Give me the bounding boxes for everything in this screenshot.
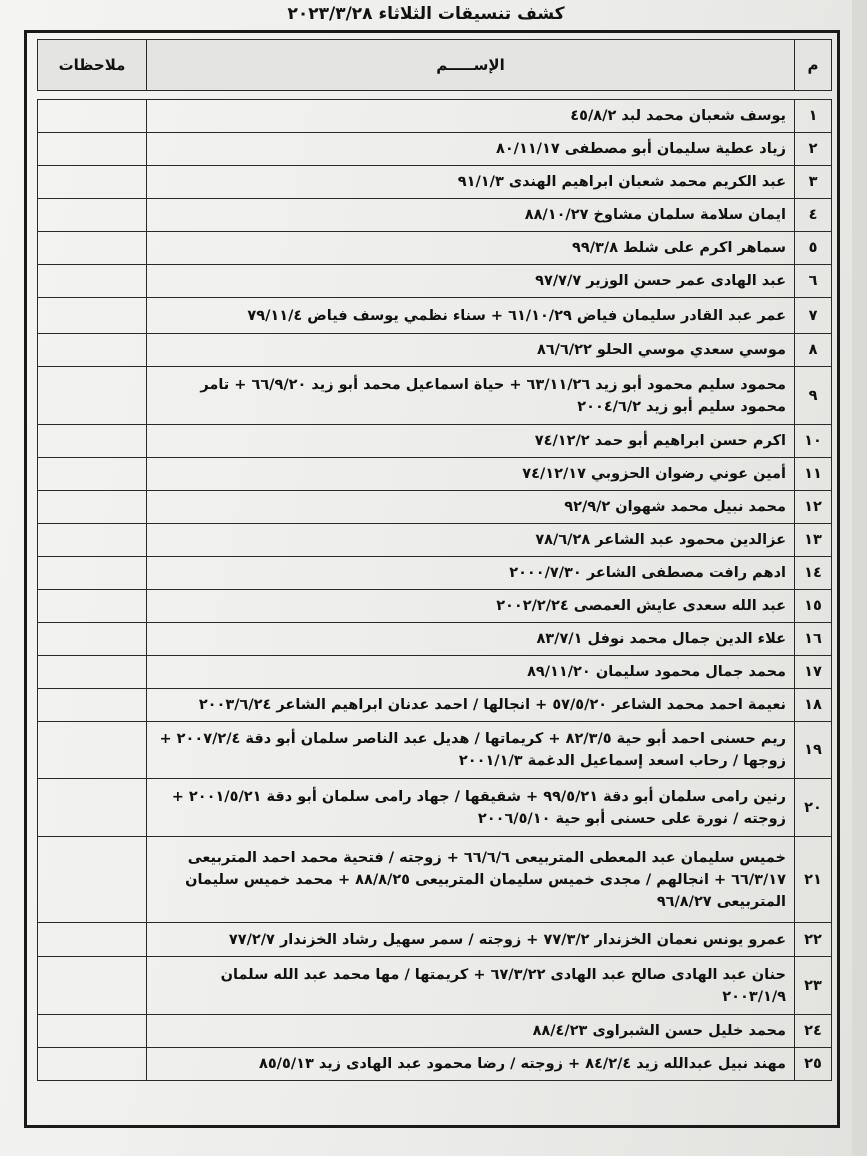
row-name: عبد الكريم محمد شعبان ابراهيم الهندى ٩١/١/٣	[147, 166, 795, 199]
row-notes	[38, 837, 147, 923]
table-row	[38, 689, 832, 722]
row-name: محمد خليل حسن الشبراوى ٨٨/٤/٢٣	[147, 1015, 795, 1048]
header-number: م	[795, 40, 832, 91]
row-notes	[38, 458, 147, 491]
row-number: ٢١	[795, 837, 832, 923]
table-row	[38, 334, 832, 367]
row-notes	[38, 133, 147, 166]
row-number: ١٣	[795, 524, 832, 557]
row-notes	[38, 722, 147, 779]
row-number: ٢٠	[795, 779, 832, 837]
row-name: حنان عبد الهادى صالح عبد الهادى ٦٧/٣/٢٢ + كريمتها / مها محمد عبد الله سلمان ٢٠٠٣/١/٩	[147, 957, 795, 1015]
row-name: عبد الله سعدى عايش العمصى ٢٠٠٢/٢/٢٤	[147, 590, 795, 623]
row-number: ١٤	[795, 557, 832, 590]
document-title: كشف تنسيقات الثلاثاء ٢٠٢٣/٣/٢٨	[287, 4, 565, 24]
row-notes	[38, 265, 147, 298]
table-row	[38, 166, 832, 199]
row-notes	[38, 232, 147, 265]
table-row	[38, 590, 832, 623]
table-row	[38, 722, 832, 779]
row-notes	[38, 367, 147, 425]
row-notes	[38, 779, 147, 837]
table-row	[38, 265, 832, 298]
row-name: عمرو يونس نعمان الخزندار ٧٧/٣/٢ + زوجته / سمر سهيل رشاد الخزندار ٧٧/٢/٧	[147, 923, 795, 957]
row-notes	[38, 100, 147, 133]
table-row	[38, 367, 832, 425]
row-notes	[38, 656, 147, 689]
header-name: الإســـــم	[147, 40, 795, 91]
row-name: زياد عطية سليمان أبو مصطفى ٨٠/١١/١٧	[147, 133, 795, 166]
table-row	[38, 957, 832, 1015]
row-notes	[38, 298, 147, 334]
row-notes	[38, 524, 147, 557]
row-name: نعيمة احمد محمد الشاعر ٥٧/٥/٢٠ + انجالها / احمد عدنان ابراهيم الشاعر ٢٠٠٣/٦/٢٤	[147, 689, 795, 722]
row-number: ١٩	[795, 722, 832, 779]
table-row	[38, 199, 832, 232]
row-notes	[38, 623, 147, 656]
row-number: ١٥	[795, 590, 832, 623]
row-name: يوسف شعبان محمد لبد ٤٥/٨/٢	[147, 100, 795, 133]
table-row	[38, 100, 832, 133]
row-number: ٥	[795, 232, 832, 265]
row-notes	[38, 590, 147, 623]
row-name: ادهم رافت مصطفى الشاعر ٢٠٠٠/٧/٣٠	[147, 557, 795, 590]
table-row	[38, 557, 832, 590]
row-number: ٢٥	[795, 1048, 832, 1081]
row-name: محمد جمال محمود سليمان ٨٩/١١/٢٠	[147, 656, 795, 689]
row-number: ١٦	[795, 623, 832, 656]
row-number: ٢٣	[795, 957, 832, 1015]
row-notes	[38, 689, 147, 722]
table-row	[38, 425, 832, 458]
row-name: أمين عوني رضوان الحزوبي ٧٤/١٢/١٧	[147, 458, 795, 491]
row-number: ٢	[795, 133, 832, 166]
row-name: عمر عبد القادر سليمان فياض ٦١/١٠/٢٩ + سناء نظمي يوسف فياض ٧٩/١١/٤	[147, 298, 795, 334]
row-notes	[38, 199, 147, 232]
row-name: محمود سليم محمود أبو زيد ٦٣/١١/٢٦ + حياة اسماعيل محمد أبو زيد ٦٦/٩/٢٠ + تامر محمود سليم أبو زيد ٢٠٠٤/٦/٢	[147, 367, 795, 425]
table-row	[38, 133, 832, 166]
row-number: ٦	[795, 265, 832, 298]
table-row	[38, 1015, 832, 1048]
row-number: ٢٢	[795, 923, 832, 957]
table-row	[38, 491, 832, 524]
table-row	[38, 837, 832, 923]
row-notes	[38, 1015, 147, 1048]
row-number: ١٧	[795, 656, 832, 689]
table-frame	[24, 30, 840, 1128]
row-notes	[38, 1048, 147, 1081]
table-body	[38, 100, 832, 1081]
row-notes	[38, 425, 147, 458]
names-table	[37, 39, 832, 1081]
row-name: عبد الهادى عمر حسن الوزير ٩٧/٧/٧	[147, 265, 795, 298]
row-name: عزالدين محمود عبد الشاعر ٧٨/٦/٢٨	[147, 524, 795, 557]
row-number: ١	[795, 100, 832, 133]
row-name: سماهر اكرم على شلط ٩٩/٣/٨	[147, 232, 795, 265]
row-number: ٤	[795, 199, 832, 232]
row-notes	[38, 923, 147, 957]
row-notes	[38, 334, 147, 367]
row-number: ١٠	[795, 425, 832, 458]
row-name: مهند نبيل عبدالله زيد ٨٤/٢/٤ + زوجته / رضا محمود عبد الهادى زيد ٨٥/٥/١٣	[147, 1048, 795, 1081]
table-row	[38, 656, 832, 689]
spacer-cell	[38, 91, 832, 100]
table-row	[38, 623, 832, 656]
row-name: علاء الدين جمال محمد نوفل ٨٣/٧/١	[147, 623, 795, 656]
row-notes	[38, 166, 147, 199]
table-row	[38, 298, 832, 334]
header-spacer	[38, 91, 832, 100]
row-name: اكرم حسن ابراهيم أبو حمد ٧٤/١٢/٢	[147, 425, 795, 458]
row-number: ٢٤	[795, 1015, 832, 1048]
table-row	[38, 1048, 832, 1081]
row-number: ٨	[795, 334, 832, 367]
table-header-row	[38, 40, 832, 91]
row-number: ٣	[795, 166, 832, 199]
row-number: ١٨	[795, 689, 832, 722]
row-number: ٧	[795, 298, 832, 334]
row-name: ريم حسنى احمد أبو حية ٨٢/٣/٥ + كريماتها / هديل عبد الناصر سلمان أبو دقة ٢٠٠٧/٢/٤ + زوجها / رحاب اسعد إسماعيل الدغمة ٢٠٠١/١/٣	[147, 722, 795, 779]
row-name: ايمان سلامة سلمان مشاوخ ٨٨/١٠/٢٧	[147, 199, 795, 232]
row-name: محمد نبيل محمد شهوان ٩٢/٩/٢	[147, 491, 795, 524]
row-number: ١٢	[795, 491, 832, 524]
row-name: خميس سليمان عبد المعطى المتربيعى ٦٦/٦/٦ + زوجته / فتحية محمد احمد المتربيعى ٦٦/٣/١٧ + انجالهم / مجدى خميس سليمان المتربيعى ٨٨/٨/٢٥ + محمد خميس سليمان المتربيعى ٩٦/٨/٢٧	[147, 837, 795, 923]
row-name: موسي سعدي موسي الحلو ٨٦/٦/٢٢	[147, 334, 795, 367]
table-row	[38, 458, 832, 491]
row-notes	[38, 957, 147, 1015]
header-notes: ملاحظات	[38, 40, 147, 91]
row-number: ٩	[795, 367, 832, 425]
row-number: ١١	[795, 458, 832, 491]
table-row	[38, 779, 832, 837]
row-notes	[38, 491, 147, 524]
row-notes	[38, 557, 147, 590]
table-row	[38, 232, 832, 265]
table-row	[38, 524, 832, 557]
row-name: رنين رامى سلمان أبو دقة ٩٩/٥/٢١ + شقيقها / جهاد رامى سلمان أبو دقة ٢٠٠١/٥/٢١ + زوجته / نورة على حسنى أبو حية ٢٠٠٦/٥/١٠	[147, 779, 795, 837]
table-row	[38, 923, 832, 957]
